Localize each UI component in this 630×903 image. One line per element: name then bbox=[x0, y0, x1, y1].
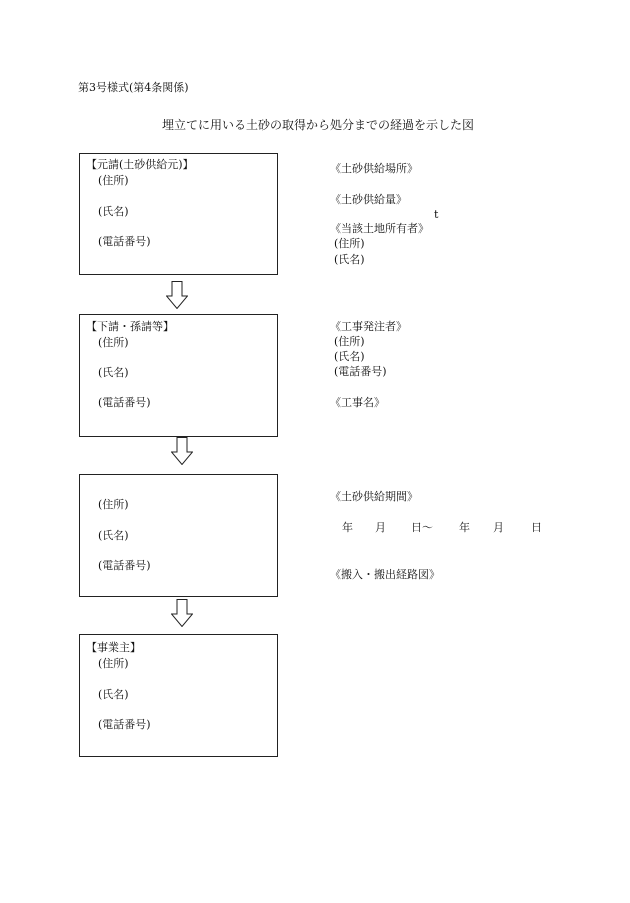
supply-amount-label: 《土砂供給量》 bbox=[330, 193, 407, 206]
route-map-label: 《搬入・搬出経路図》 bbox=[330, 568, 440, 581]
date-day-end: 日 bbox=[531, 521, 542, 534]
box-heading: 【事業主】 bbox=[86, 641, 141, 654]
down-arrow-icon bbox=[166, 281, 188, 309]
flow-box-business-owner bbox=[79, 634, 278, 757]
flow-box-original-contractor bbox=[79, 153, 278, 275]
date-day-start: 日～ bbox=[411, 521, 433, 534]
date-month-start: 月 bbox=[375, 521, 386, 534]
address-field: (住所) bbox=[98, 174, 129, 187]
orderer-label: 《工事発注者》 bbox=[330, 320, 407, 333]
box-heading: 【元請(土砂供給元)】 bbox=[86, 158, 194, 171]
landowner-label: 《当該土地所有者》 bbox=[330, 222, 429, 235]
name-field: (氏名) bbox=[98, 205, 129, 218]
landowner-name: (氏名) bbox=[334, 253, 365, 266]
flow-box-subcontractor bbox=[79, 314, 278, 437]
box-heading: 【下請・孫請等】 bbox=[86, 320, 174, 333]
date-year-end: 年 bbox=[459, 521, 470, 534]
document-title: 埋立てに用いる土砂の取得から処分までの経過を示した図 bbox=[162, 118, 475, 132]
phone-field: (電話番号) bbox=[98, 718, 151, 731]
unit-t: t bbox=[434, 208, 439, 221]
work-name-label: 《工事名》 bbox=[330, 396, 385, 409]
name-field: (氏名) bbox=[98, 688, 129, 701]
down-arrow-icon bbox=[171, 599, 193, 627]
name-field: (氏名) bbox=[98, 366, 129, 379]
orderer-address: (住所) bbox=[334, 335, 365, 348]
date-year-start: 年 bbox=[342, 521, 353, 534]
name-field: (氏名) bbox=[98, 529, 129, 542]
form-number: 第3号様式(第4条関係) bbox=[78, 81, 189, 94]
down-arrow-icon bbox=[171, 437, 193, 465]
phone-field: (電話番号) bbox=[98, 235, 151, 248]
landowner-address: (住所) bbox=[334, 237, 365, 250]
address-field: (住所) bbox=[98, 657, 129, 670]
flow-box-intermediate bbox=[79, 474, 278, 597]
address-field: (住所) bbox=[98, 498, 129, 511]
supply-period-label: 《土砂供給期間》 bbox=[330, 490, 418, 503]
phone-field: (電話番号) bbox=[98, 396, 151, 409]
phone-field: (電話番号) bbox=[98, 559, 151, 572]
date-month-end: 月 bbox=[493, 521, 504, 534]
supply-location-label: 《土砂供給場所》 bbox=[330, 162, 418, 175]
address-field: (住所) bbox=[98, 336, 129, 349]
orderer-phone: (電話番号) bbox=[334, 365, 387, 378]
orderer-name: (氏名) bbox=[334, 350, 365, 363]
